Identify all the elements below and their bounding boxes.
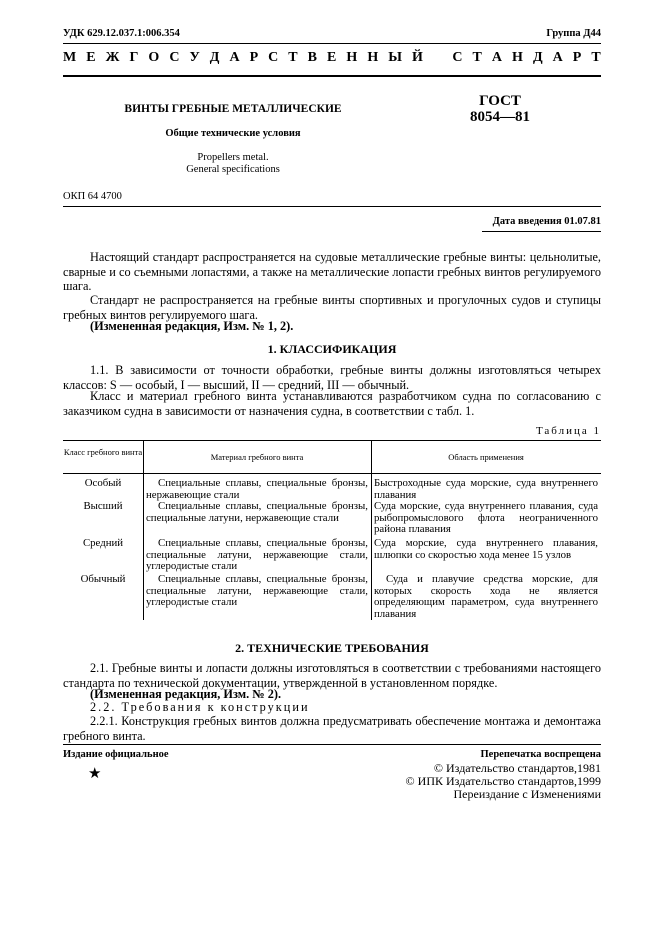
official-edition: Издание официальное [63, 749, 169, 760]
section-1-heading: 1. КЛАССИФИКАЦИЯ [267, 342, 397, 356]
table-cell-class: Особый [84, 477, 122, 489]
section-2-amendment: (Измененная редакция, Изм. № 2). [90, 687, 282, 701]
gost-label: ГОСТ [479, 93, 521, 109]
date-rule [482, 231, 601, 232]
title-en-1: Propellers metal. [197, 152, 269, 163]
table-cell-material: Специальные сплавы, специальные бронзы, нержавеющие стали [146, 477, 368, 501]
table-cell-material: Специальные сплавы, специальные бронзы, специальные латуни, нержавеющие стали [146, 500, 368, 524]
table-cell-area: Быстроходные суда морские, суда внутреннего плавания [374, 477, 598, 501]
table-cell-material: Специальные сплавы, специальные бронзы, специальные латуни, нержавеющие стали, углеродистые стали [146, 537, 368, 573]
reprint-notice: Перепечатка воспрещена [480, 749, 601, 760]
table-header-material: Материал гребного винта [210, 452, 304, 462]
section-2-heading: 2. ТЕХНИЧЕСКИЕ ТРЕБОВАНИЯ [235, 641, 429, 655]
section-1-paragraph-2: Класс и материал гребного винта устанавливаются разработчиком судна по согласованию с заказчиком судна в зависимости от назначения судна, в соответствии с табл. 1. [63, 389, 601, 418]
udk-code: УДК 629.12.037.1:006.354 [63, 28, 180, 39]
table-cell-class: Обычный [80, 573, 126, 585]
copyright-1981: © Издательство стандартов,1981 [433, 761, 601, 775]
table-col-divider-1 [143, 440, 144, 620]
doc-subtitle: Общие технические условия [165, 128, 301, 139]
section-2-paragraph-3: 2.2.1. Конструкция гребных винтов должна предусматривать обеспечение монтажа и демонтажа гребного винта. [63, 714, 601, 743]
table-header-area: Область применения [448, 452, 524, 462]
section-2-paragraph-2: 2.2. Требования к конструкции [90, 700, 310, 714]
intro-paragraph-1: Настоящий стандарт распространяется на судовые металлические гребные винты: цельнолитые, сварные и со съемными лопастями, а также на металлические лопасти гребных винтов регулируемого шага. [63, 250, 601, 293]
reissue-note: Переиздание с Изменениями [453, 787, 601, 801]
table-cell-class: Средний [82, 537, 124, 549]
section-1-paragraph-1: 1.1. В зависимости от точности обработки, гребные винты должны изготовляться четырех классов: S — особый, I — высший, II — средний, III — обычный. [63, 363, 601, 392]
effective-date [493, 216, 601, 227]
footer-rule [63, 744, 601, 745]
intro-amendment: (Измененная редакция, Изм. № 1, 2). [90, 319, 294, 333]
title-en-2: General specifications [186, 164, 280, 175]
table-header-class: Класс гребного винта [63, 447, 143, 457]
intro-paragraph-2: Стандарт не распространяется на гребные винты спортивных и прогулочных судов и ступицы гребных винтов регулируемого шага. [63, 293, 601, 322]
okp-code: ОКП 64 4700 [63, 191, 122, 202]
standard-banner: М Е Ж Г О С У Д А Р С Т В Е Н Н Ы Й С Т А Н Д А Р Т [63, 50, 601, 65]
table-cell-material: Специальные сплавы, специальные бронзы, специальные латуни, нержавеющие стали, углеродистые стали [146, 573, 368, 609]
banner-rule [63, 75, 601, 77]
header-rule [63, 43, 601, 44]
table-col-divider-2 [371, 440, 372, 620]
star-icon: ★ [88, 766, 102, 782]
date-value: 01.07.81 [564, 216, 601, 227]
table-cell-area: Суда морские, суда внутреннего плавания, шлюпки со скоростью хода менее 15 узлов [374, 537, 598, 561]
okp-rule [63, 206, 601, 207]
table-cell-area: Суда и плавучие средства морские, для которых скорость хода не является определяющим параметром, суда внутреннего плавания [374, 573, 598, 620]
copyright-1999: © ИПК Издательство стандартов,1999 [405, 774, 601, 788]
table-cell-area: Суда морские, суда внутреннего плавания, суда рыбопромыслового флота неограниченного района плавания [374, 500, 598, 536]
gost-number: 8054—81 [470, 109, 530, 125]
table-cell-class: Высший [83, 500, 123, 512]
group-code: Группа Д44 [546, 28, 601, 39]
doc-title: ВИНТЫ ГРЕБНЫЕ МЕТАЛЛИЧЕСКИЕ [124, 103, 342, 115]
date-label: Дата введения [492, 216, 562, 227]
section-2-paragraph-1: 2.1. Гребные винты и лопасти должны изготовляться в соответствии с требованиями настоящего стандарта по технической документации, утвержденной в установленном порядке. [63, 661, 601, 690]
table-caption: Таблица 1 [535, 425, 601, 437]
